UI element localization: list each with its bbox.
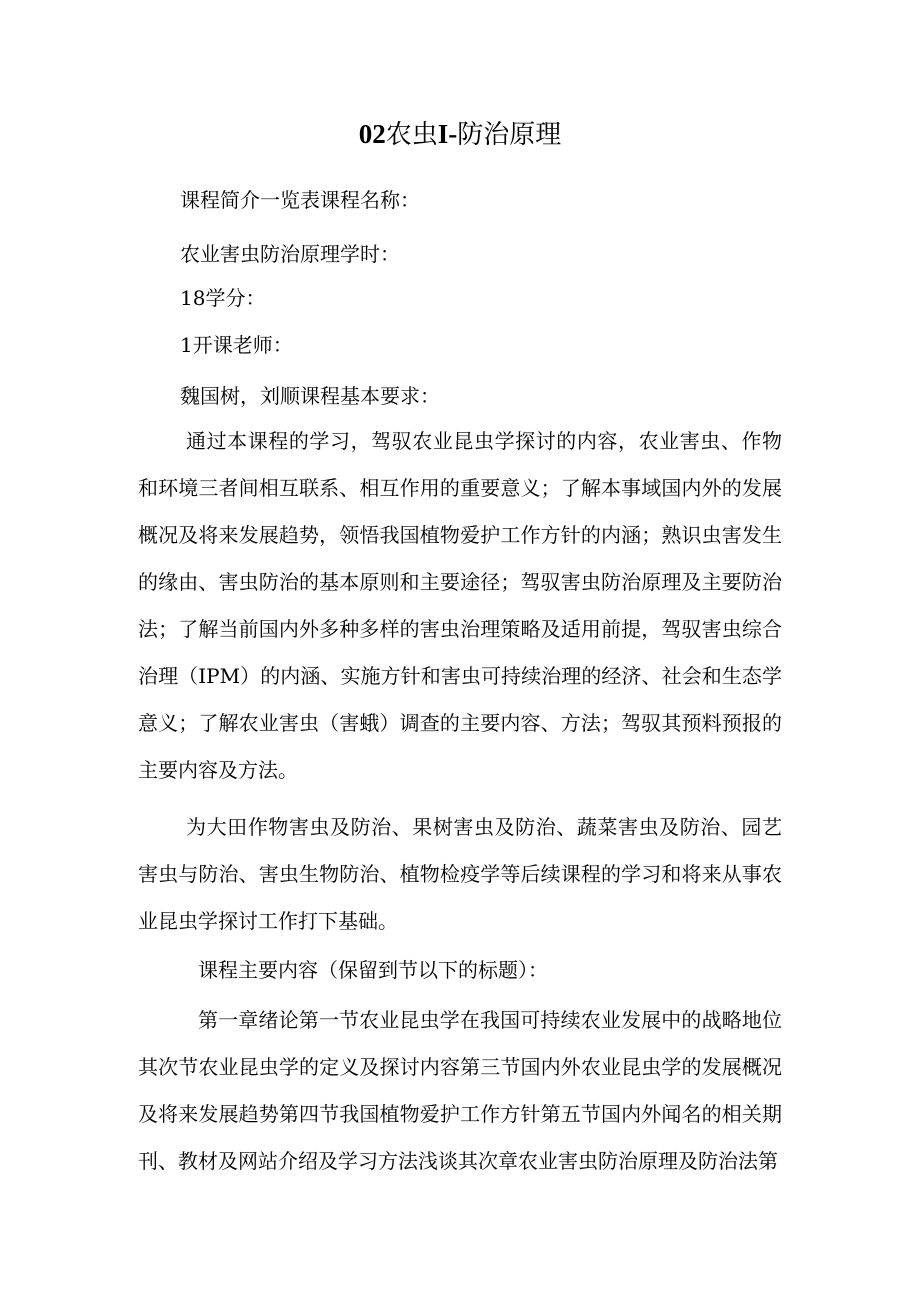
title-suffix: 防治原理 bbox=[457, 120, 562, 150]
course-name-line: 农业害虫防治原理学时： bbox=[180, 242, 400, 266]
title-mid: 农虫 bbox=[385, 120, 438, 150]
course-credits-line: 1开课老师： bbox=[180, 333, 293, 357]
course-intro-line: 课程简介一览表课程名称： bbox=[180, 188, 420, 212]
course-hours-line: 18学分： bbox=[180, 286, 266, 310]
title-prefix: 02 bbox=[358, 119, 386, 149]
title-latin: I- bbox=[437, 119, 458, 149]
document-title bbox=[0, 116, 920, 153]
main-content-heading: 课程主要内容（保留到节以下的标题）： bbox=[198, 958, 548, 982]
follow-up-paragraph: 为大田作物害虫及防治、果树害虫及防治、蔬菜害虫及防治、园艺害虫与防治、害虫生物防治、植物检疫学等后续课程的学习和将来从事农业昆虫学探讨工作打下基础。 bbox=[138, 815, 782, 933]
course-teachers-line: 魏国树，刘顺课程基本要求： bbox=[180, 384, 440, 408]
requirements-paragraph: 通过本课程的学习，驾驭农业昆虫学探讨的内容，农业害虫、作物和环境三者间相互联系、相互作用的重要意义；了解本事域国内外的发展概况及将来发展趋势，领悟我国植物爱护工作方针的内涵；熟识虫害发生的缘由、害虫防治的基本原则和主要途径；驾驭害虫防治原理及主要防治法；了解当前国内外多种多样的害虫治理策略及适用前提，驾驭害虫综合治理（IPM）的内涵、实施方针和害虫可持续治理的经济、社会和生态学意义；了解农业害虫（害蛾）调查的主要内容、方法；驾驭其预料预报的主要内容及方法。 bbox=[138, 429, 782, 782]
chapter-list-paragraph: 第一章绪论第一节农业昆虫学在我国可持续农业发展中的战略地位其次节农业昆虫学的定义及探讨内容第三节国内外农业昆虫学的发展概况及将来发展趋势第四节我国植物爱护工作方针第五节国内外闻名的相关期刊、教材及网站介绍及学习方法浅谈其次章农业害虫防治原理及防治法第 bbox=[138, 1008, 782, 1173]
